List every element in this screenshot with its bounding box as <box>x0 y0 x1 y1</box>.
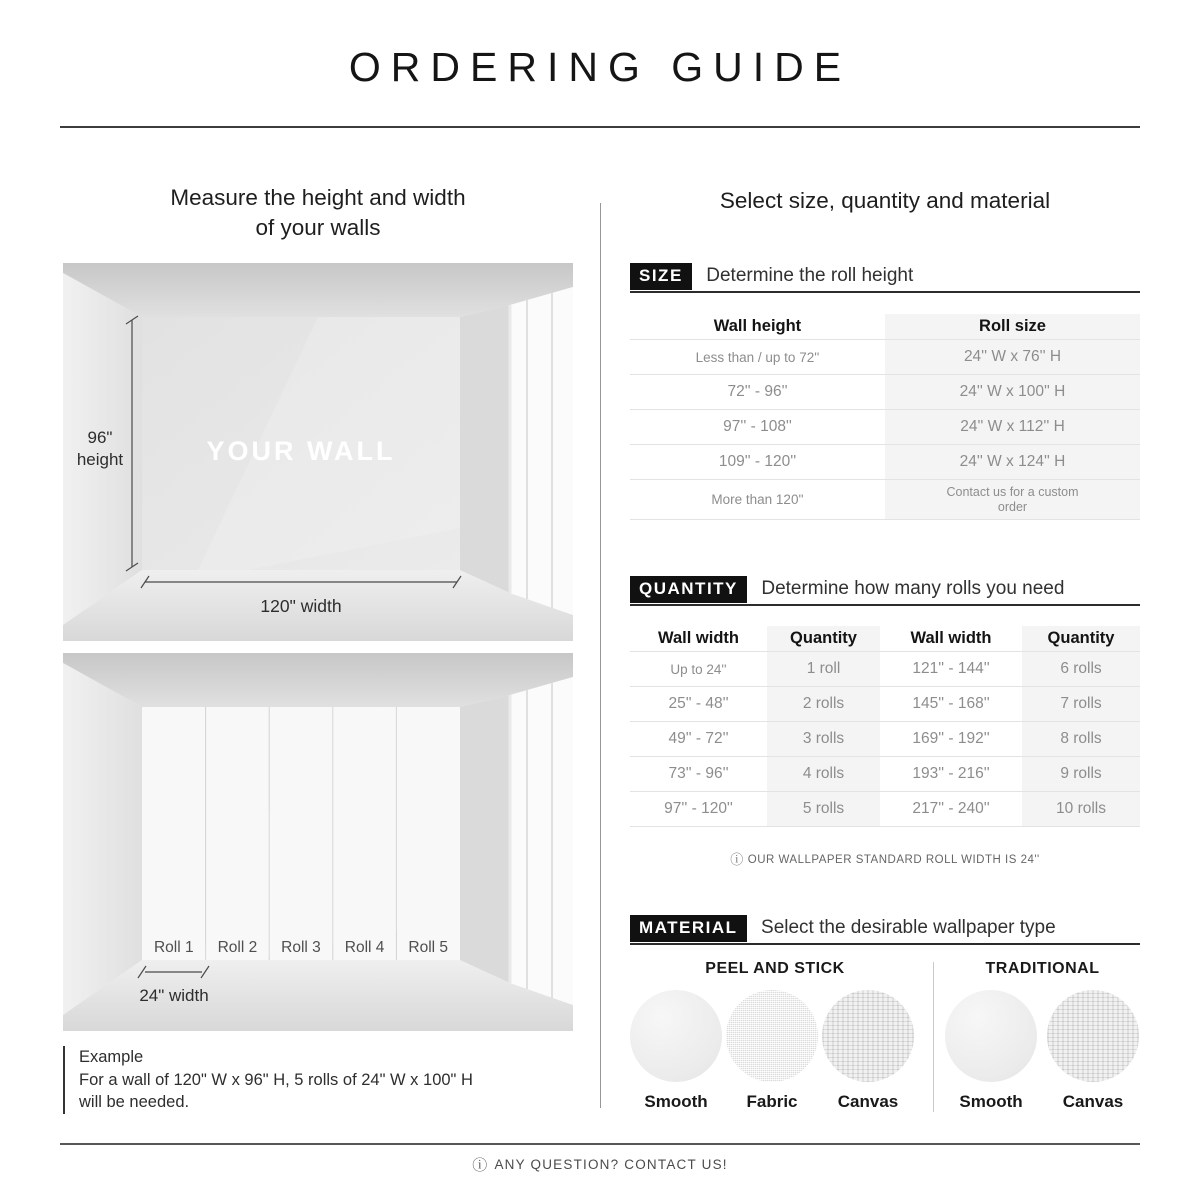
qty-row-wall: 217'' - 240'' <box>880 792 1022 827</box>
footer-contact-note <box>0 1153 1200 1174</box>
example-line2: will be needed. <box>79 1093 190 1111</box>
right-wall <box>460 305 510 593</box>
qty-row-qty: 9 rolls <box>1022 757 1140 792</box>
size-row-wall: Less than / up to 72'' <box>630 340 885 375</box>
window <box>510 677 573 1005</box>
size-row-wall: 72'' - 96'' <box>630 375 885 410</box>
qty-row-qty: 4 rolls <box>767 757 880 792</box>
quantity-badge: QUANTITY <box>630 576 747 603</box>
example-block <box>63 1046 569 1114</box>
group-title-traditional: TRADITIONAL <box>985 960 1100 977</box>
swatch-label: Canvas <box>1062 1092 1124 1111</box>
size-row-roll: 24'' W x 100'' H <box>885 375 1140 410</box>
size-row-wall: 109'' - 120'' <box>630 445 885 480</box>
size-row-roll <box>885 480 1140 520</box>
size-table <box>630 314 1140 520</box>
size-badge: SIZE <box>630 263 692 290</box>
qty-row-qty: 2 rolls <box>767 687 880 722</box>
size-row-roll: 24'' W x 124'' H <box>885 445 1140 480</box>
material-badge: MATERIAL <box>630 915 747 942</box>
qty-row-wall: 73'' - 96'' <box>630 757 767 792</box>
roll-label: Roll 5 <box>408 939 449 956</box>
custom-order-note: Contact us for a custom order <box>946 484 1079 514</box>
example-line1: For a wall of 120" W x 96" H, 5 rolls of 24" W x 100" H <box>79 1070 473 1089</box>
window <box>510 287 573 615</box>
roll-label: Roll 4 <box>344 939 385 956</box>
room-illustration-rolls <box>63 653 573 1031</box>
size-section-header <box>630 263 1140 293</box>
qty-col-quantity: Quantity <box>767 626 880 652</box>
left-wall <box>63 663 142 1015</box>
qty-row-wall: 193'' - 216'' <box>880 757 1022 792</box>
material-subtitle: Select the desirable wallpaper type <box>761 917 1056 938</box>
info-icon: ⓘ <box>472 1157 489 1174</box>
qty-row-qty: 6 rolls <box>1022 652 1140 687</box>
canvas-texture-icon <box>1047 990 1139 1082</box>
qty-row-wall: 169'' - 192'' <box>880 722 1022 757</box>
width-dimension-label: 120" width <box>260 596 342 616</box>
example-title: Example <box>79 1048 144 1066</box>
qty-row-wall: Up to 24'' <box>630 652 767 687</box>
size-subtitle: Determine the roll height <box>706 265 914 286</box>
qty-row-qty: 8 rolls <box>1022 722 1140 757</box>
roll-label: Roll 2 <box>217 939 258 956</box>
size-col-wall-height: Wall height <box>630 314 885 340</box>
size-row-roll: 24'' W x 112'' H <box>885 410 1140 445</box>
qty-row-wall: 97'' - 120'' <box>630 792 767 827</box>
size-row-wall: More than 120'' <box>630 480 885 520</box>
roll-label: Roll 3 <box>281 939 321 956</box>
qty-row-qty: 3 rolls <box>767 722 880 757</box>
right-wall <box>460 695 510 983</box>
qty-row-qty: 7 rolls <box>1022 687 1140 722</box>
left-wall <box>63 273 142 625</box>
swatch-traditional-canvas <box>1038 990 1148 1112</box>
material-section-header <box>630 915 1140 945</box>
swatch-label: Smooth <box>644 1092 708 1111</box>
swatch-label: Smooth <box>959 1092 1023 1111</box>
swatch-peel-canvas <box>813 990 923 1112</box>
quantity-section-header <box>630 576 1140 606</box>
size-col-roll-size: Roll size <box>885 314 1140 340</box>
smooth-texture-icon <box>630 990 722 1082</box>
size-row-roll: 24'' W x 76'' H <box>885 340 1140 375</box>
qty-col-wall-width: Wall width <box>630 626 767 652</box>
qty-row-qty: 5 rolls <box>767 792 880 827</box>
wall-label: YOUR WALL <box>206 436 396 466</box>
qty-row-qty: 10 rolls <box>1022 792 1140 827</box>
footer-divider <box>60 1143 1140 1145</box>
fabric-texture-icon <box>726 990 818 1082</box>
swatch-peel-smooth <box>621 990 731 1112</box>
info-icon: ⓘ <box>730 852 744 867</box>
quantity-subtitle: Determine how many rolls you need <box>761 578 1065 599</box>
measure-heading-line2: of your walls <box>255 215 381 240</box>
measure-heading <box>63 183 573 243</box>
smooth-texture-icon <box>945 990 1037 1082</box>
quantity-table <box>630 626 1140 827</box>
roll-width-note <box>630 848 1140 867</box>
roll-width-label: 24" width <box>139 986 209 1005</box>
qty-col-wall-width: Wall width <box>880 626 1022 652</box>
material-group-divider <box>933 962 934 1112</box>
group-title-peel-and-stick: PEEL AND STICK <box>705 960 845 977</box>
header-divider <box>60 126 1140 128</box>
size-row-wall: 97'' - 108'' <box>630 410 885 445</box>
room-illustration-your-wall <box>63 263 573 641</box>
qty-row-wall: 145'' - 168'' <box>880 687 1022 722</box>
canvas-texture-icon <box>822 990 914 1082</box>
column-divider <box>600 203 601 1108</box>
qty-row-wall: 25'' - 48'' <box>630 687 767 722</box>
footer-contact-text: ANY QUESTION? CONTACT US! <box>494 1157 728 1172</box>
qty-row-wall: 121'' - 144'' <box>880 652 1022 687</box>
swatch-label: Fabric <box>746 1092 798 1111</box>
qty-col-quantity: Quantity <box>1022 626 1140 652</box>
select-heading: Select size, quantity and material <box>719 188 1051 213</box>
roll-note-text: OUR WALLPAPER STANDARD ROLL WIDTH IS 24'' <box>747 854 1040 866</box>
swatch-label: Canvas <box>837 1092 899 1111</box>
measure-heading-line1: Measure the height and width <box>170 185 466 210</box>
swatch-traditional-smooth <box>936 990 1046 1112</box>
qty-row-qty: 1 roll <box>767 652 880 687</box>
height-word-label: height <box>76 450 124 469</box>
swatch-peel-fabric <box>717 990 827 1112</box>
height-value-label: 96" <box>87 428 113 447</box>
roll-label: Roll 1 <box>153 939 194 956</box>
page-title: ORDERING GUIDE <box>348 44 852 90</box>
qty-row-wall: 49'' - 72'' <box>630 722 767 757</box>
